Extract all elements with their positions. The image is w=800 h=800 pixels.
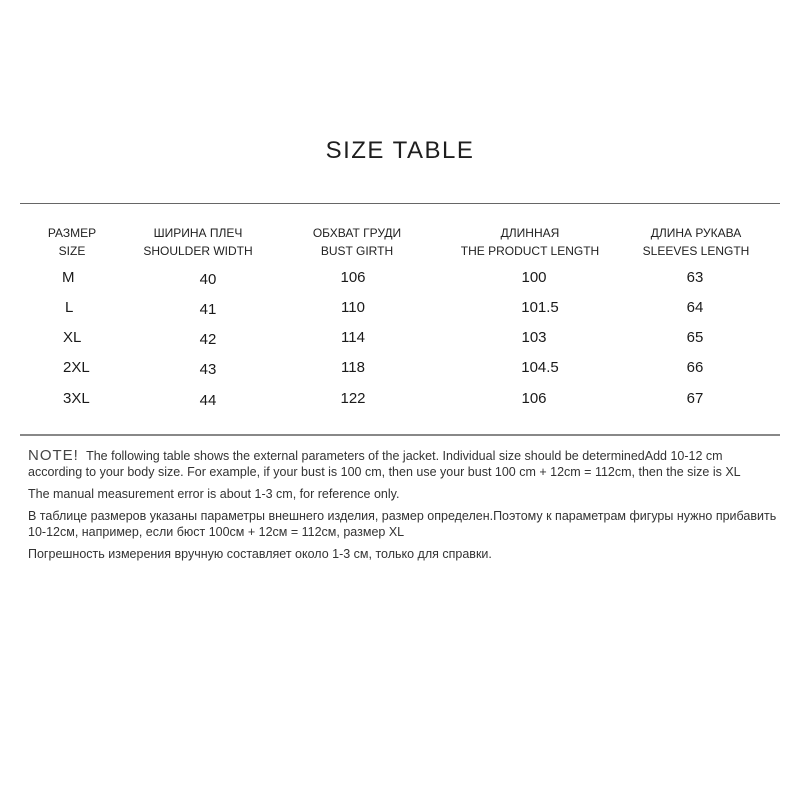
- table-cell-length: 101.5: [521, 299, 559, 316]
- header-bust-girth: [313, 224, 401, 260]
- header-shoulder-width: [143, 224, 252, 260]
- header-product-length-en: THE PRODUCT LENGTH: [460, 244, 600, 258]
- table-cell-shoulder: 43: [199, 361, 217, 378]
- table-cell-bust: 110: [341, 299, 365, 316]
- page-title: SIZE TABLE: [325, 137, 475, 164]
- table-cell-sleeve: 65: [686, 329, 704, 346]
- table-bottom-divider: [20, 434, 780, 436]
- table-cell-size: 3XL: [63, 390, 90, 407]
- table-cell-sleeve: 63: [686, 269, 704, 286]
- note-en-1-text: The following table shows the external parameters of the jacket. Individual size should be determinedAdd 10-12 cm according to your body size. For example, if your bust is 100 cm, then use your bust 100 cm + 12cm = 112cm, then the size is XL: [28, 449, 741, 479]
- table-cell-size: 2XL: [63, 359, 90, 376]
- table-cell-size: L: [65, 299, 74, 316]
- header-product-length-ru: ДЛИННАЯ: [500, 226, 560, 240]
- notes-section: [28, 448, 780, 568]
- header-sleeves-length-ru: ДЛИНА РУКАВА: [650, 226, 742, 240]
- table-cell-shoulder: 42: [199, 331, 217, 348]
- header-sleeves-length: [643, 224, 750, 260]
- table-cell-length: 104.5: [521, 359, 559, 376]
- note-ru-1: В таблице размеров указаны параметры внешнего изделия, размер определен.Поэтому к параметрам фигуры нужно прибавить 10-12см, например, если бюст 100см + 12см = 112см, размер XL: [28, 509, 777, 539]
- table-cell-shoulder: 44: [199, 392, 217, 409]
- header-size-ru: РАЗМЕР: [47, 226, 97, 240]
- header-bust-girth-ru: ОБХВАТ ГРУДИ: [312, 226, 402, 240]
- table-cell-bust: 122: [340, 390, 366, 407]
- table-cell-shoulder: 41: [199, 301, 217, 318]
- table-cell-size: XL: [63, 329, 82, 346]
- table-cell-shoulder: 40: [199, 271, 217, 288]
- note-en-1: [28, 448, 780, 480]
- table-cell-bust: 106: [340, 269, 366, 286]
- table-cell-bust: 118: [341, 359, 365, 376]
- table-cell-size: M: [62, 269, 75, 286]
- table-cell-length: 100: [521, 269, 547, 286]
- table-cell-sleeve: 64: [686, 299, 704, 316]
- header-size-en: SIZE: [58, 244, 86, 258]
- table-cell-bust: 114: [341, 329, 365, 346]
- header-shoulder-width-en: SHOULDER WIDTH: [143, 244, 253, 258]
- note-en-2: The manual measurement error is about 1-3 cm, for reference only.: [28, 487, 400, 501]
- header-shoulder-width-ru: ШИРИНА ПЛЕЧ: [153, 226, 243, 240]
- header-bust-girth-en: BUST GIRTH: [320, 244, 394, 258]
- table-cell-sleeve: 67: [686, 390, 704, 407]
- header-product-length: [461, 224, 599, 260]
- table-cell-sleeve: 66: [686, 359, 704, 376]
- table-cell-length: 103: [521, 329, 547, 346]
- header-sleeves-length-en: SLEEVES LENGTH: [642, 244, 750, 258]
- note-ru-2: Погрешность измерения вручную составляет около 1-3 см, только для справки.: [28, 547, 492, 561]
- header-size: [48, 224, 96, 260]
- table-top-divider: [20, 203, 780, 204]
- table-cell-length: 106: [521, 390, 547, 407]
- note-label: NOTE!: [28, 447, 79, 464]
